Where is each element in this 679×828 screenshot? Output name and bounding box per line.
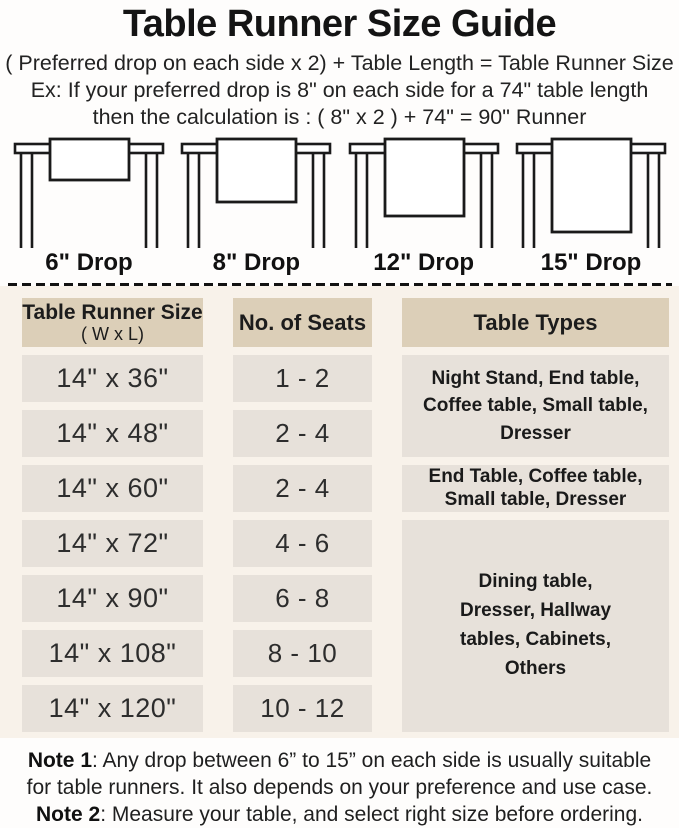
size-cell: 14" x 48" xyxy=(22,410,203,457)
column-header-runner-size xyxy=(22,298,203,347)
runner-size-header-text: Table Runner Size xyxy=(22,301,203,324)
seats-cell: 6 - 8 xyxy=(233,575,372,622)
table-types-cell-row-3: End Table, Coffee table, Small table, Dresser xyxy=(402,465,669,512)
note-1-text: : Any drop between 6” to 15” on each side is usually suitable for table runners. It also depends on your preference and use case. xyxy=(26,749,653,799)
seats-cell: 1 - 2 xyxy=(233,355,372,402)
diagram-8-drop xyxy=(180,137,332,276)
drop-label-8: 8" Drop xyxy=(212,249,301,276)
column-header-table-types: Table Types xyxy=(402,298,669,347)
size-cell: 14" x 36" xyxy=(22,355,203,402)
seats-cell: 2 - 4 xyxy=(233,465,372,512)
note-1-label: Note 1 xyxy=(27,749,92,772)
seats-cell: 8 - 10 xyxy=(233,630,372,677)
example-line-2: then the calculation is : ( 8" x 2 ) + 74" = 90" Runner xyxy=(92,105,587,129)
drop-label-15: 15" Drop xyxy=(540,249,642,276)
size-cell: 14" x 90" xyxy=(22,575,203,622)
size-cell: 14" x 72" xyxy=(22,520,203,567)
table-runner-6-drop-icon xyxy=(13,137,165,248)
table-runner-12-drop-icon xyxy=(348,137,500,248)
table-types-cell-rows-1-2: Night Stand, End table, Coffee table, Small table, Dresser xyxy=(402,355,669,457)
note-1 xyxy=(13,747,666,801)
drop-diagrams-row xyxy=(0,131,679,276)
diagram-15-drop xyxy=(515,137,667,276)
note-2 xyxy=(13,801,666,828)
formula-text: ( Preferred drop on each side x 2) + Table Length = Table Runner Size xyxy=(5,51,674,75)
notes-section xyxy=(0,738,679,828)
table-runner-8-drop-icon xyxy=(180,137,332,248)
diagram-12-drop xyxy=(348,137,500,276)
column-header-seats: No. of Seats xyxy=(233,298,372,347)
table-types-cell-rows-4-7: Dining table, Dresser, Hallway tables, Cabinets, Others xyxy=(402,520,669,732)
note-2-text: : Measure your table, and select right size before ordering. xyxy=(100,803,643,826)
size-table-section xyxy=(0,286,679,738)
seats-cell: 2 - 4 xyxy=(233,410,372,457)
example-line-1: Ex: If your preferred drop is 8" on each side for a 74" table length xyxy=(30,78,649,102)
seats-cell: 10 - 12 xyxy=(233,685,372,732)
header-section xyxy=(0,0,679,286)
note-2-label: Note 2 xyxy=(36,803,101,826)
seats-cell: 4 - 6 xyxy=(233,520,372,567)
drop-label-6: 6" Drop xyxy=(45,249,133,276)
diagram-6-drop xyxy=(13,137,165,276)
size-cell: 14" x 108" xyxy=(22,630,203,677)
table-runner-15-drop-icon xyxy=(515,137,667,248)
size-table xyxy=(22,298,679,732)
runner-size-header-sub: ( W x L) xyxy=(81,324,144,344)
page-title: Table Runner Size Guide xyxy=(122,3,557,45)
size-cell: 14" x 60" xyxy=(22,465,203,512)
drop-label-12: 12" Drop xyxy=(373,249,475,276)
size-cell: 14" x 120" xyxy=(22,685,203,732)
